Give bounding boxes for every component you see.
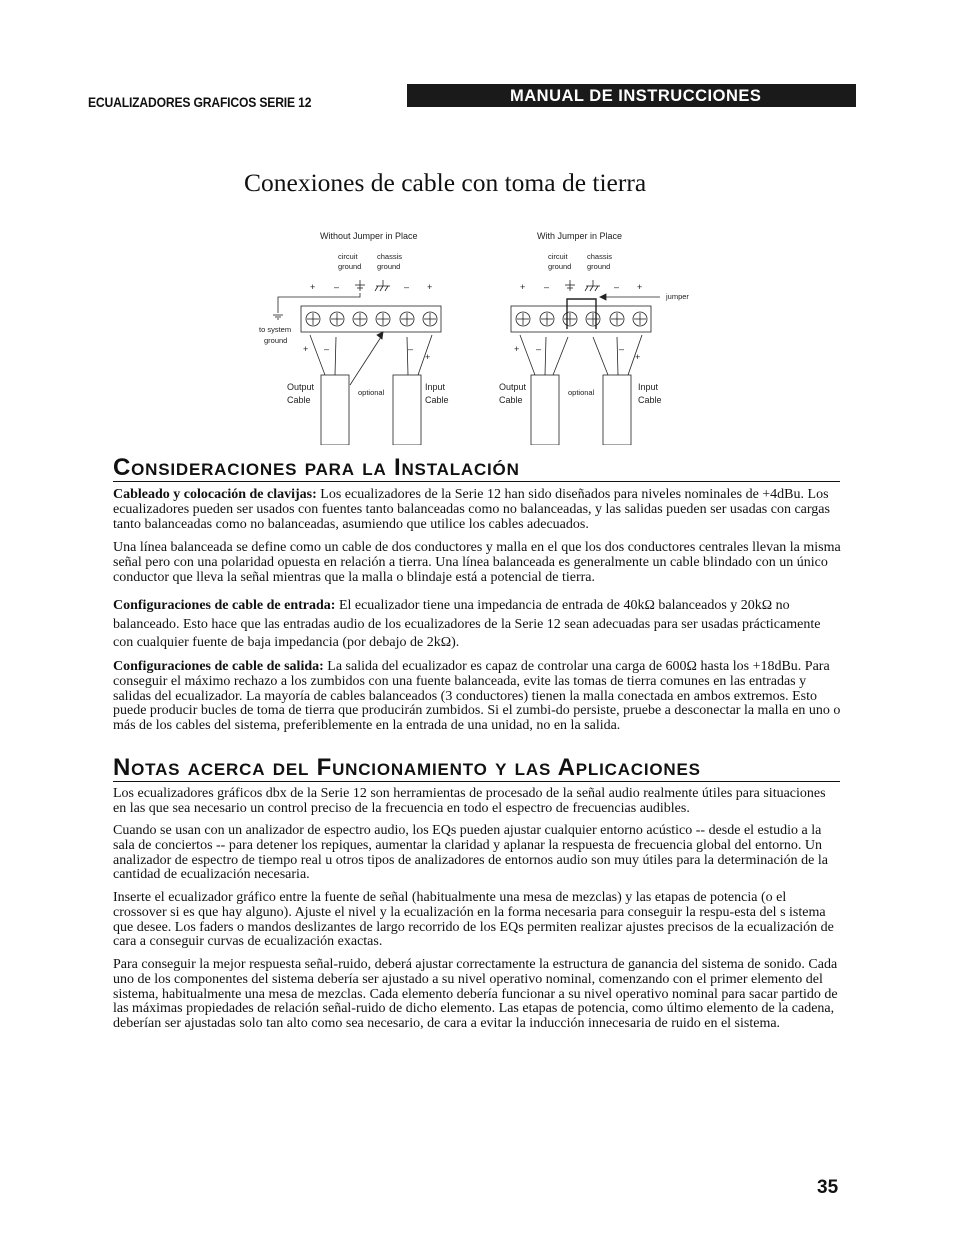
svg-text:Input: Input — [638, 382, 659, 392]
page-number: 35 — [817, 1177, 839, 1198]
header-manual-title: MANUAL DE INSTRUCCIONES — [407, 84, 856, 107]
svg-text:+: + — [303, 344, 309, 354]
paragraph-balanced-line: Una línea balanceada se define como un cable de dos conductores y malla en el que los dos conductores centrales llevan la misma señal pero con una polaridad opuesta en relación a tierra. Una línea balanceada es generalmente un cable blindado con un único conductor que lleva la señal mientras que la malla o blindaje está a potencial de tierra. — [113, 540, 841, 585]
svg-text:–: – — [619, 344, 625, 354]
svg-text:chassis: chassis — [377, 252, 403, 261]
paragraph-applications-intro: Los ecualizadores gráficos dbx de la Serie 12 son herramientas de procesado de la señal audio realmente útiles para situaciones en las que sea necesario un control preciso de la frecuencia en todo el espectro de frecuencias audibles. — [113, 786, 826, 816]
paragraph-label: Configuraciones de cable de salida: — [113, 659, 324, 674]
svg-text:Cable: Cable — [638, 395, 662, 405]
paragraph-input-config: Configuraciones de cable de entrada: El ecualizador tiene una impedancia de entrada de 40kΩ balanceados y 20kΩ no balanceado. Esto hace que las entradas audio de los ecualizadores de la Serie 12 sean adecuadas para ser usadas prácticamente con cualquier fuente de baja impedancia (por debajo de 2kΩ). — [113, 598, 821, 650]
svg-text:ground: ground — [338, 262, 362, 271]
paragraph-spectrum-analyzer: Cuando se usan con un analizador de espectro audio, los EQs pueden ajustar cualquier entorno acústico -- desde el estudio a la sala de conciertos -- para detener los repiques, aumentar la claridad y aplanar la respuesta de frecuencia global del entorno. Un analizador de espectro de tiempo real u otros tipos de analizadores de entornos audio son muy útiles para la determinación de la cantidad de ecualización necesaria. — [113, 823, 828, 883]
paragraph-output-config: Configuraciones de cable de salida: La salida del ecualizador es capaz de controlar una carga de 600Ω hasta los +18dBu. Para conseguir el máximo rechazo a los zumbidos con una fuente balanceada, evite las tomas de tierra comunes en las entradas y salidas del ecualizador. La mayoría de cables balanceados (3 conductores) tienen la malla conectada en ambos extremos. Esto puede producir bucles de toma de tierra que producirán zumbidos. Si el zumbi-do persiste, pruebe a desconectar la malla en uno o más de los cables del sistema, preferiblemente en la entrada de una unidad, no en la salida. — [113, 659, 841, 734]
paragraph-gain-structure: Para conseguir la mejor respuesta señal-ruido, deberá ajustar correctamente la estructura de ganancia del sistema de sonido. Cada uno de los componentes del sistema debería ser ajustado a su nivel operativo nominal, comenzando con el primer elemento del sistema, habitualmente una mesa de mezclas. Cada elemento debería funcionar a su nivel operativo nominal para sacar partido de las máximas propiedades de relación señal-ruido de dicho elemento. Las etapas de potencia, como último elemento de la cadena, deberían ser ajustadas solo tan alto como sea necesario, de cara a evitar la inducción innecesaria de ruido en el sistema. — [113, 957, 838, 1032]
left-diagram-title: Without Jumper in Place — [320, 231, 418, 241]
left-output-cable — [310, 335, 349, 445]
svg-text:jumper: jumper — [666, 292, 689, 301]
svg-text:Cable: Cable — [287, 395, 311, 405]
svg-text:–: – — [408, 344, 414, 354]
svg-text:–: – — [536, 344, 542, 354]
svg-text:Input: Input — [425, 382, 446, 392]
svg-text:chassis: chassis — [587, 252, 613, 261]
right-optional-shield-b — [593, 337, 608, 375]
svg-text:+: + — [425, 352, 431, 362]
svg-text:optional: optional — [568, 388, 595, 397]
svg-text:–: – — [404, 282, 410, 292]
right-terminal-screws — [516, 312, 647, 326]
svg-text:Cable: Cable — [499, 395, 523, 405]
left-optional-shield — [350, 337, 381, 385]
svg-text:+: + — [310, 282, 316, 292]
svg-text:Cable: Cable — [425, 395, 449, 405]
svg-text:circuit: circuit — [548, 252, 568, 261]
svg-text:+: + — [637, 282, 643, 292]
paragraph-label: Cableado y colocación de clavijas: — [113, 487, 317, 502]
svg-text:+: + — [635, 352, 641, 362]
svg-text:Output: Output — [499, 382, 527, 392]
wiring-diagram — [250, 225, 710, 445]
svg-text:ground: ground — [548, 262, 572, 271]
svg-text:ground: ground — [587, 262, 611, 271]
paragraph-label: Configuraciones de cable de entrada: — [113, 598, 336, 613]
section-heading-installation: Consideraciones para la Instalación — [113, 455, 840, 482]
left-terminal-strip — [301, 306, 441, 332]
right-terminal-strip — [511, 306, 651, 332]
svg-text:ground: ground — [377, 262, 401, 271]
page-title: Conexiones de cable con toma de tierra — [244, 168, 647, 197]
jumper-wire — [567, 299, 596, 329]
right-diagram-title: With Jumper in Place — [537, 231, 623, 241]
svg-text:–: – — [614, 282, 620, 292]
right-optional-shield-a — [553, 337, 568, 375]
svg-text:optional: optional — [358, 388, 385, 397]
svg-text:+: + — [514, 344, 520, 354]
svg-text:+: + — [520, 282, 526, 292]
paragraph-insertion: Inserte el ecualizador gráfico entre la fuente de señal (habitualmente una mesa de mezclas) y las etapas de potencia (o el crossover si es que hay alguno). Ajuste el nivel y la ecualización en la forma necesaria para conseguir la respu-esta del s istema que desee. Los faders o mandos deslizantes de largo recorrido de los EQs permiten realizar ajustes precisos de la ecualización de cara a conseguir curvas de ecualización exactas. — [113, 890, 834, 950]
svg-text:ground: ground — [264, 336, 288, 345]
svg-text:circuit: circuit — [338, 252, 358, 261]
svg-text:–: – — [544, 282, 550, 292]
svg-text:+: + — [427, 282, 433, 292]
paragraph-wiring: Cableado y colocación de clavijas: Los ecualizadores de la Serie 12 han sido diseñados para niveles nominales de +4dBu. Los ecualizadores pueden ser usados con fuentes tanto balanceadas como no balanceadas, y las salidas pueden ser usadas con cargas tanto balanceadas como no balanceadas, asumiendo que utilice los cables adecuados. — [113, 487, 830, 532]
section-heading-applications: Notas acerca del Funcionamiento y las Aplicaciones — [113, 755, 840, 782]
left-system-ground-wire — [278, 293, 360, 313]
left-terminal-screws — [306, 312, 437, 326]
svg-text:Output: Output — [287, 382, 315, 392]
header-series-title: ECUALIZADORES GRAFICOS SERIE 12 — [88, 95, 312, 110]
svg-text:to system: to system — [259, 325, 292, 334]
svg-text:–: – — [324, 344, 330, 354]
svg-text:–: – — [334, 282, 340, 292]
